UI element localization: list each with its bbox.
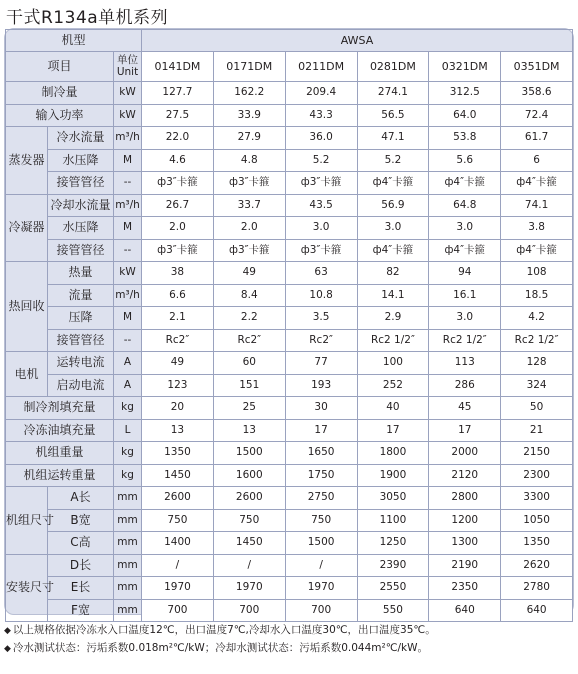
value-cell: ф4″卡箍 — [429, 239, 501, 262]
spec-table — [5, 29, 573, 622]
value-cell: 10.8 — [285, 284, 357, 307]
unit-cell: mm — [114, 577, 142, 600]
value-cell: 3300 — [501, 487, 573, 510]
value-cell: 1750 — [285, 464, 357, 487]
model-header: 0211DM — [285, 52, 357, 82]
value-cell: 27.5 — [142, 104, 214, 127]
value-cell: 45 — [429, 397, 501, 420]
value-cell: 2150 — [501, 442, 573, 465]
value-cell: 40 — [357, 397, 429, 420]
value-cell: 2.2 — [213, 307, 285, 330]
model-header: 0141DM — [142, 52, 214, 82]
value-cell: 3.0 — [429, 307, 501, 330]
value-cell: 1970 — [285, 577, 357, 600]
row-label: 接管管径 — [48, 329, 114, 352]
value-cell: 6 — [501, 149, 573, 172]
table-row — [6, 149, 573, 172]
page-title: 干式R134a单机系列 — [6, 8, 169, 28]
value-cell: 61.7 — [501, 127, 573, 150]
unit-cell: m³/h — [114, 127, 142, 150]
value-cell: 2190 — [429, 554, 501, 577]
row-label: 启动电流 — [48, 374, 114, 397]
spec-table-container — [4, 28, 574, 615]
row-label: C高 — [48, 532, 114, 555]
category-label: 机组尺寸 — [6, 487, 48, 555]
value-cell: 1800 — [357, 442, 429, 465]
value-cell: Rc2 1/2″ — [357, 329, 429, 352]
category-label: 热回收 — [6, 262, 48, 352]
row-label: A长 — [48, 487, 114, 510]
value-cell: 3.0 — [357, 217, 429, 240]
value-cell: 4.6 — [142, 149, 214, 172]
unit-cell: kW — [114, 82, 142, 105]
unit-cell: kg — [114, 397, 142, 420]
value-cell: 72.4 — [501, 104, 573, 127]
unit-cell: mm — [114, 554, 142, 577]
value-cell: 2550 — [357, 577, 429, 600]
value-cell: ф4″卡箍 — [429, 172, 501, 195]
value-cell: Rc2″ — [213, 329, 285, 352]
value-cell: 77 — [285, 352, 357, 375]
value-cell: 127.7 — [142, 82, 214, 105]
value-cell: Rc2″ — [142, 329, 214, 352]
unit-cell: M — [114, 149, 142, 172]
value-cell: 25 — [213, 397, 285, 420]
table-row — [6, 194, 573, 217]
table-row — [6, 397, 573, 420]
value-cell: ф3″卡箍 — [285, 239, 357, 262]
unit-cell: mm — [114, 487, 142, 510]
value-cell: 64.8 — [429, 194, 501, 217]
model-label: 机型 — [6, 30, 142, 52]
value-cell: 1050 — [501, 509, 573, 532]
value-cell: 700 — [213, 599, 285, 622]
model-header: 0351DM — [501, 52, 573, 82]
table-row — [6, 217, 573, 240]
value-cell: 123 — [142, 374, 214, 397]
row-label: 水压降 — [48, 149, 114, 172]
value-cell: 2000 — [429, 442, 501, 465]
value-cell: 1100 — [357, 509, 429, 532]
unit-cell: kW — [114, 104, 142, 127]
value-cell: Rc2 1/2″ — [429, 329, 501, 352]
value-cell: 2120 — [429, 464, 501, 487]
header-row-model — [6, 30, 573, 52]
row-label: B宽 — [48, 509, 114, 532]
row-label: D长 — [48, 554, 114, 577]
category-label: 冷凝器 — [6, 194, 48, 262]
value-cell: 700 — [285, 599, 357, 622]
table-row — [6, 419, 573, 442]
value-cell: 1350 — [142, 442, 214, 465]
table-row — [6, 464, 573, 487]
value-cell: / — [213, 554, 285, 577]
value-cell: 56.9 — [357, 194, 429, 217]
model-header: 0321DM — [429, 52, 501, 82]
value-cell: 2600 — [213, 487, 285, 510]
value-cell: 100 — [357, 352, 429, 375]
value-cell: 22.0 — [142, 127, 214, 150]
value-cell: 6.6 — [142, 284, 214, 307]
value-cell: 358.6 — [501, 82, 573, 105]
value-cell: 4.2 — [501, 307, 573, 330]
unit-cell: kg — [114, 442, 142, 465]
table-row — [6, 239, 573, 262]
table-row — [6, 554, 573, 577]
value-cell: 750 — [285, 509, 357, 532]
table-row — [6, 262, 573, 285]
table-row — [6, 284, 573, 307]
value-cell: 312.5 — [429, 82, 501, 105]
value-cell: 3050 — [357, 487, 429, 510]
value-cell: 17 — [285, 419, 357, 442]
row-label: 接管管径 — [48, 172, 114, 195]
header-row-item — [6, 52, 573, 82]
bullet-icon: ◆ — [4, 626, 11, 636]
unit-cell: m³/h — [114, 284, 142, 307]
value-cell: ф4″卡箍 — [357, 239, 429, 262]
value-cell: / — [285, 554, 357, 577]
value-cell: 324 — [501, 374, 573, 397]
value-cell: 1970 — [142, 577, 214, 600]
value-cell: 60 — [213, 352, 285, 375]
table-row — [6, 104, 573, 127]
table-row — [6, 127, 573, 150]
value-cell: 16.1 — [429, 284, 501, 307]
value-cell: 53.8 — [429, 127, 501, 150]
category-label: 蒸发器 — [6, 127, 48, 195]
value-cell: 13 — [213, 419, 285, 442]
value-cell: 47.1 — [357, 127, 429, 150]
unit-cell: kg — [114, 464, 142, 487]
value-cell: 550 — [357, 599, 429, 622]
value-cell: 1300 — [429, 532, 501, 555]
unit-cell: -- — [114, 239, 142, 262]
value-cell: 33.9 — [213, 104, 285, 127]
unit-cell: m³/h — [114, 194, 142, 217]
value-cell: 2.9 — [357, 307, 429, 330]
value-cell: 3.0 — [285, 217, 357, 240]
value-cell: Rc2 1/2″ — [501, 329, 573, 352]
unit-cell: A — [114, 374, 142, 397]
value-cell: 3.8 — [501, 217, 573, 240]
footnote — [4, 640, 436, 658]
value-cell: 17 — [429, 419, 501, 442]
value-cell: 14.1 — [357, 284, 429, 307]
series-label: AWSA — [142, 30, 573, 52]
value-cell: 1500 — [285, 532, 357, 555]
table-row — [6, 172, 573, 195]
value-cell: 43.3 — [285, 104, 357, 127]
value-cell: ф3″卡箍 — [142, 239, 214, 262]
unit-cell: M — [114, 307, 142, 330]
value-cell: 193 — [285, 374, 357, 397]
value-cell: 36.0 — [285, 127, 357, 150]
value-cell: 18.5 — [501, 284, 573, 307]
value-cell: 252 — [357, 374, 429, 397]
value-cell: 8.4 — [213, 284, 285, 307]
table-row — [6, 82, 573, 105]
row-label: E长 — [48, 577, 114, 600]
value-cell: 640 — [429, 599, 501, 622]
value-cell: / — [142, 554, 214, 577]
footnote-text: 冷水测试状态：污垢系数0.018m²℃/kW；冷却水测试状态：污垢系数0.044m²℃/kW。 — [12, 642, 428, 654]
value-cell: ф4″卡箍 — [501, 172, 573, 195]
category-label: 电机 — [6, 352, 48, 397]
value-cell: 113 — [429, 352, 501, 375]
row-label: 机组运转重量 — [6, 464, 114, 487]
value-cell: 30 — [285, 397, 357, 420]
value-cell: 5.6 — [429, 149, 501, 172]
value-cell: 209.4 — [285, 82, 357, 105]
value-cell: 2780 — [501, 577, 573, 600]
unit-label-en: Unit — [116, 65, 139, 78]
value-cell: 49 — [213, 262, 285, 285]
row-label: 机组重量 — [6, 442, 114, 465]
unit-cell: -- — [114, 172, 142, 195]
value-cell: 1350 — [501, 532, 573, 555]
value-cell: 274.1 — [357, 82, 429, 105]
table-row — [6, 577, 573, 600]
value-cell: 1500 — [213, 442, 285, 465]
value-cell: 21 — [501, 419, 573, 442]
value-cell: 2.0 — [213, 217, 285, 240]
value-cell: 286 — [429, 374, 501, 397]
value-cell: ф3″卡箍 — [142, 172, 214, 195]
value-cell: 1650 — [285, 442, 357, 465]
value-cell: 640 — [501, 599, 573, 622]
row-label: 运转电流 — [48, 352, 114, 375]
category-label: 安装尺寸 — [6, 554, 48, 622]
value-cell: 56.5 — [357, 104, 429, 127]
value-cell: 43.5 — [285, 194, 357, 217]
value-cell: 5.2 — [285, 149, 357, 172]
value-cell: 63 — [285, 262, 357, 285]
value-cell: 1900 — [357, 464, 429, 487]
model-header: 0171DM — [213, 52, 285, 82]
table-row — [6, 329, 573, 352]
table-row — [6, 599, 573, 622]
value-cell: ф3″卡箍 — [213, 239, 285, 262]
row-label: 压降 — [48, 307, 114, 330]
row-label: 冷水流量 — [48, 127, 114, 150]
value-cell: 33.7 — [213, 194, 285, 217]
table-row — [6, 487, 573, 510]
row-label: 制冷剂填充量 — [6, 397, 114, 420]
row-label: 冷冻油填充量 — [6, 419, 114, 442]
value-cell: 49 — [142, 352, 214, 375]
value-cell: 26.7 — [142, 194, 214, 217]
value-cell: 50 — [501, 397, 573, 420]
value-cell: 1200 — [429, 509, 501, 532]
value-cell: ф3″卡箍 — [285, 172, 357, 195]
footnote-text: 以上规格依据冷冻水入口温度12℃，出口温度7℃,冷却水入口温度30℃，出口温度35℃。 — [12, 624, 436, 636]
value-cell: 108 — [501, 262, 573, 285]
value-cell: 151 — [213, 374, 285, 397]
bullet-icon: ◆ — [4, 644, 11, 654]
value-cell: 2.0 — [142, 217, 214, 240]
row-label: 流量 — [48, 284, 114, 307]
value-cell: 1970 — [213, 577, 285, 600]
unit-cell: mm — [114, 599, 142, 622]
unit-label: 单位 — [117, 53, 139, 66]
value-cell: 2390 — [357, 554, 429, 577]
value-cell: 64.0 — [429, 104, 501, 127]
footnote — [4, 622, 436, 640]
value-cell: ф3″卡箍 — [213, 172, 285, 195]
table-row — [6, 509, 573, 532]
value-cell: 2600 — [142, 487, 214, 510]
model-header: 0281DM — [357, 52, 429, 82]
unit-cell: mm — [114, 532, 142, 555]
unit-cell: A — [114, 352, 142, 375]
value-cell: 13 — [142, 419, 214, 442]
value-cell: 3.0 — [429, 217, 501, 240]
value-cell: ф4″卡箍 — [357, 172, 429, 195]
table-row — [6, 532, 573, 555]
value-cell: 128 — [501, 352, 573, 375]
row-label: 冷却水流量 — [48, 194, 114, 217]
row-label: 制冷量 — [6, 82, 114, 105]
unit-cell: kW — [114, 262, 142, 285]
value-cell: 162.2 — [213, 82, 285, 105]
unit-cell: mm — [114, 509, 142, 532]
value-cell: 700 — [142, 599, 214, 622]
value-cell: Rc2″ — [285, 329, 357, 352]
unit-cell: L — [114, 419, 142, 442]
value-cell: 750 — [213, 509, 285, 532]
value-cell: 2620 — [501, 554, 573, 577]
value-cell: 82 — [357, 262, 429, 285]
value-cell: 3.5 — [285, 307, 357, 330]
value-cell: 20 — [142, 397, 214, 420]
value-cell: 5.2 — [357, 149, 429, 172]
table-row — [6, 352, 573, 375]
value-cell: 1600 — [213, 464, 285, 487]
value-cell: ф4″卡箍 — [501, 239, 573, 262]
value-cell: 1450 — [213, 532, 285, 555]
value-cell: 74.1 — [501, 194, 573, 217]
value-cell: 1250 — [357, 532, 429, 555]
table-row — [6, 374, 573, 397]
row-label: F宽 — [48, 599, 114, 622]
row-label: 热量 — [48, 262, 114, 285]
table-row — [6, 442, 573, 465]
item-label: 项目 — [6, 52, 114, 82]
value-cell: 2800 — [429, 487, 501, 510]
unit-cell: M — [114, 217, 142, 240]
value-cell: 2750 — [285, 487, 357, 510]
row-label: 水压降 — [48, 217, 114, 240]
value-cell: 2.1 — [142, 307, 214, 330]
table-row — [6, 307, 573, 330]
row-label: 接管管径 — [48, 239, 114, 262]
row-label: 输入功率 — [6, 104, 114, 127]
value-cell: 17 — [357, 419, 429, 442]
value-cell: 27.9 — [213, 127, 285, 150]
value-cell: 2300 — [501, 464, 573, 487]
unit-header — [114, 52, 142, 82]
unit-cell: -- — [114, 329, 142, 352]
value-cell: 94 — [429, 262, 501, 285]
value-cell: 4.8 — [213, 149, 285, 172]
value-cell: 1450 — [142, 464, 214, 487]
value-cell: 38 — [142, 262, 214, 285]
footnotes — [4, 622, 436, 658]
value-cell: 750 — [142, 509, 214, 532]
value-cell: 2350 — [429, 577, 501, 600]
value-cell: 1400 — [142, 532, 214, 555]
